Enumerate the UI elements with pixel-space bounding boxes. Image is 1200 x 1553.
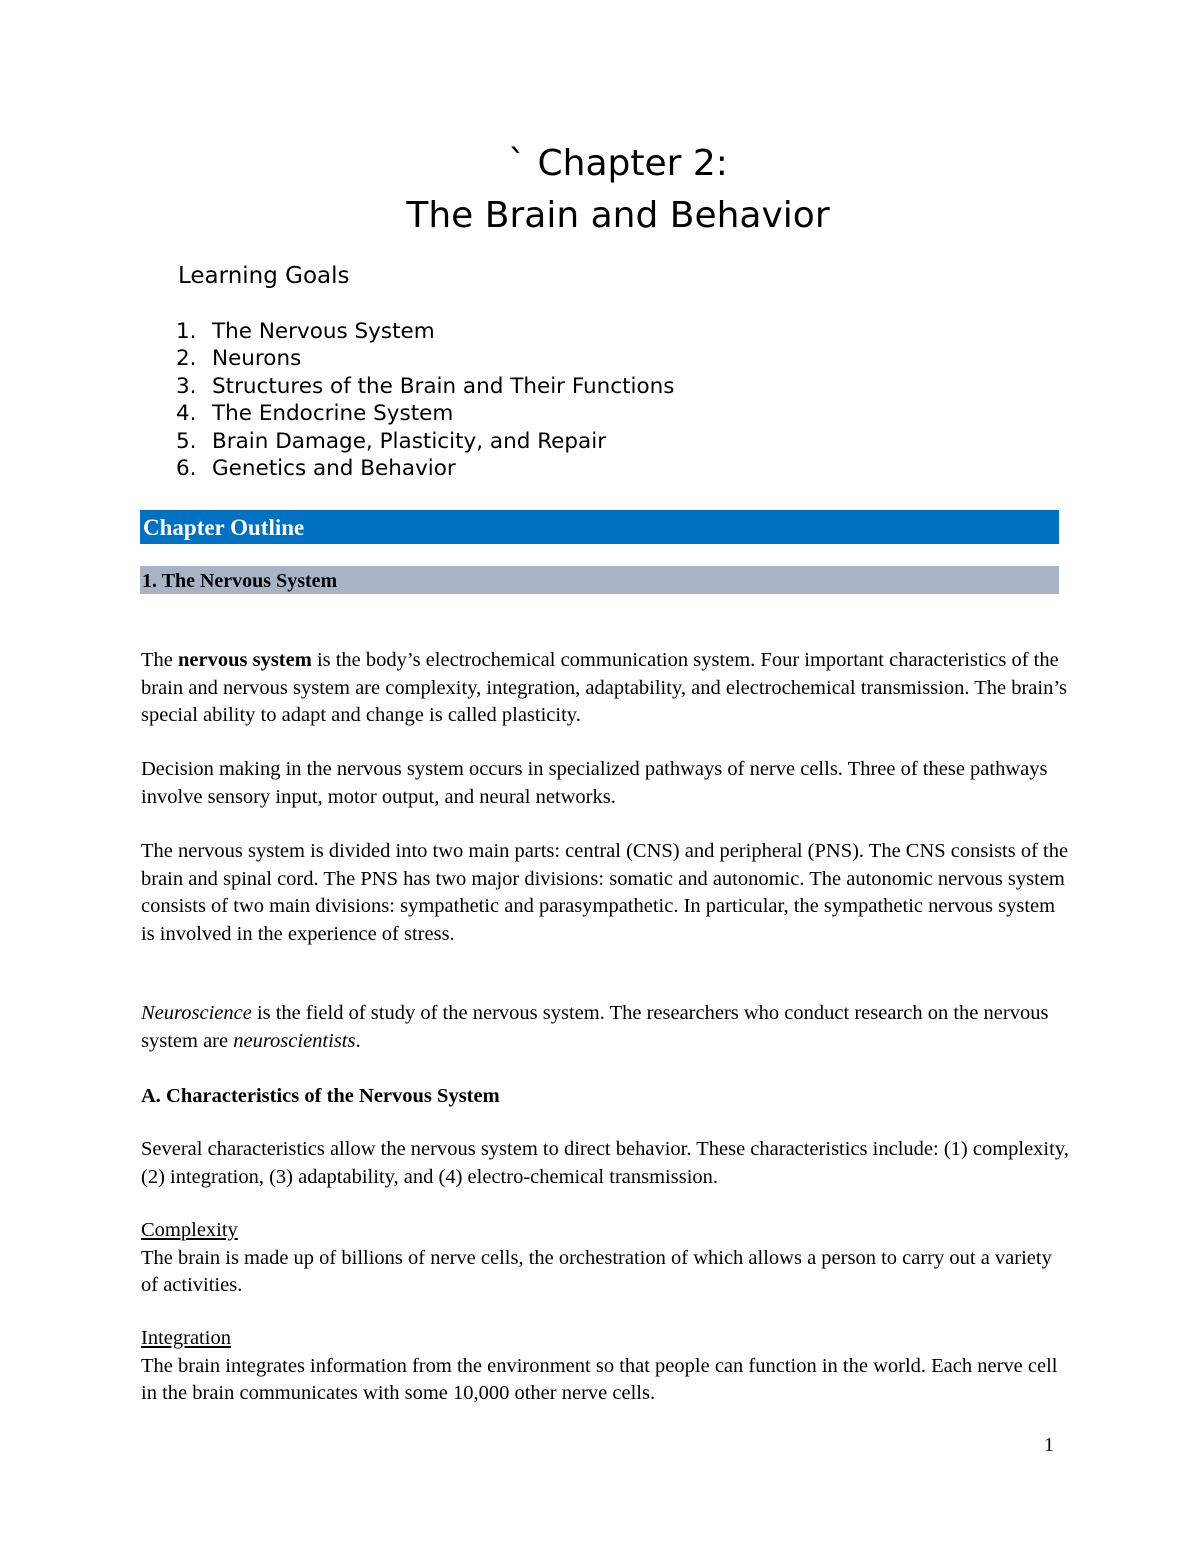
chapter-title-line1: ` Chapter 2: bbox=[508, 143, 728, 184]
text-run: is the field of study of the nervous system. The researchers who conduct research on the nervous system are bbox=[141, 1002, 1049, 1052]
list-text: Structures of the Brain and Their Functions bbox=[212, 373, 675, 399]
chapter-outline-label: Chapter Outline bbox=[143, 515, 305, 540]
list-text: Brain Damage, Plasticity, and Repair bbox=[212, 428, 607, 454]
paragraph-nervous-system bbox=[141, 647, 1071, 730]
learning-goal-item bbox=[176, 455, 675, 482]
text-run: The bbox=[141, 649, 178, 671]
complexity-heading: Complexity bbox=[141, 1219, 238, 1241]
list-number: 6. bbox=[176, 456, 197, 482]
italic-term: neuroscientists bbox=[233, 1029, 356, 1052]
chapter-title-line2: The Brain and Behavior bbox=[406, 195, 830, 236]
complexity-block bbox=[141, 1217, 1071, 1300]
list-number: 3. bbox=[176, 373, 197, 399]
text-run: is the body’s electrochemical communication system. Four important characteristics of the brain and nervous system are complexity, integration, adaptability, and electrochemical transmission. The brain’s special ability to adapt and change is called plasticity. bbox=[141, 649, 1068, 726]
list-text: The Endocrine System bbox=[212, 401, 454, 427]
paragraph-decision-making: Decision making in the nervous system occurs in specialized pathways of nerve cells. Three of these pathways involve sensory input, motor output, and neural networks. bbox=[141, 758, 1048, 808]
list-number: 5. bbox=[176, 428, 197, 454]
list-text: Neurons bbox=[212, 346, 302, 372]
learning-goal-item bbox=[176, 373, 675, 400]
list-text: Genetics and Behavior bbox=[212, 456, 456, 482]
integration-block bbox=[141, 1325, 1071, 1408]
list-number: 2. bbox=[176, 346, 197, 372]
learning-goals-heading: Learning Goals bbox=[178, 263, 350, 289]
paragraph-divisions: The nervous system is divided into two main parts: central (CNS) and peripheral (PNS). The CNS consists of the brain and spinal cord. The PNS has two major divisions: somatic and autonomic. The autonomic nervous system consists of two main divisions: sympathetic and parasympathetic. In particular, the sympathetic nervous system is involved in the experience of stress. bbox=[141, 840, 1069, 945]
learning-goals-list bbox=[176, 318, 675, 482]
learning-goal-item bbox=[176, 345, 675, 372]
complexity-text: The brain is made up of billions of nerve cells, the orchestration of which allows a person to carry out a variety of activities. bbox=[141, 1246, 1052, 1296]
integration-heading: Integration bbox=[141, 1327, 231, 1349]
paragraph-characteristics: Several characteristics allow the nervous system to direct behavior. These characteristics include: (1) complexity, (2) integration, (3) adaptability, and (4) electro-chemical transmission. bbox=[141, 1138, 1069, 1188]
chapter-title bbox=[0, 138, 1200, 242]
text-run: . bbox=[355, 1029, 361, 1052]
list-text: The Nervous System bbox=[212, 319, 435, 344]
list-number: 1. bbox=[176, 319, 197, 344]
section-header-label: 1. The Nervous System bbox=[142, 570, 338, 592]
section-header-bar bbox=[140, 566, 1059, 594]
learning-goal-item bbox=[176, 318, 675, 345]
paragraph-neuroscience bbox=[141, 1000, 1071, 1055]
chapter-outline-banner bbox=[140, 510, 1059, 544]
bold-term: nervous system bbox=[178, 649, 312, 671]
integration-text: The brain integrates information from the environment so that people can function in the world. Each nerve cell in the brain communicates with some 10,000 other nerve cells. bbox=[141, 1354, 1058, 1404]
subheading-characteristics: A. Characteristics of the Nervous System bbox=[141, 1085, 500, 1107]
list-number: 4. bbox=[176, 401, 197, 427]
learning-goal-item bbox=[176, 428, 675, 455]
page-number: 1 bbox=[1044, 1434, 1054, 1456]
italic-term: Neuroscience bbox=[141, 1002, 252, 1024]
learning-goal-item bbox=[176, 400, 675, 427]
